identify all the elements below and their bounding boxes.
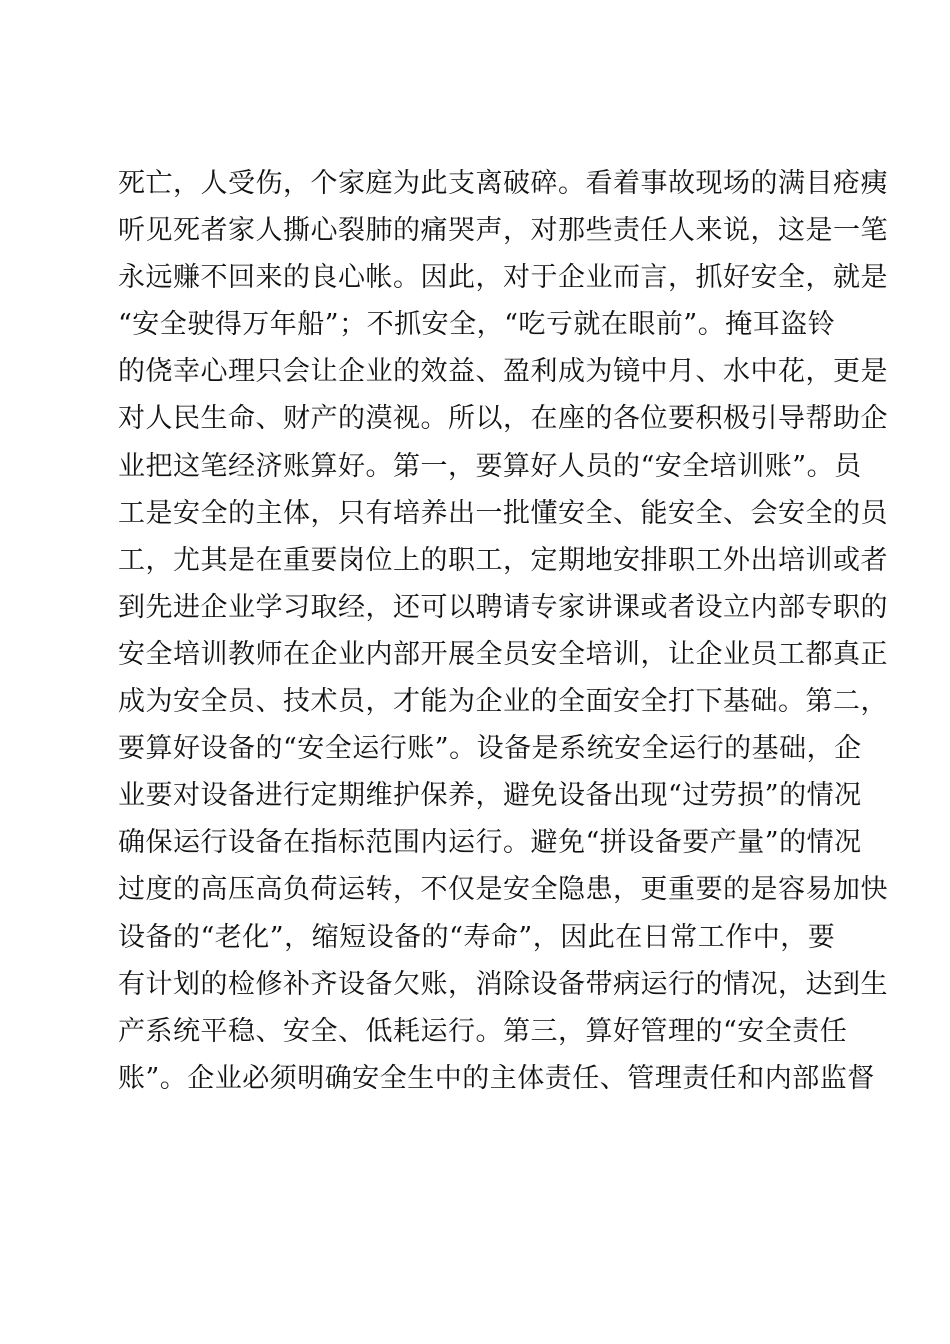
text-line: 产系统平稳、安全、低耗运行。第三，算好管理的“安全责任 (118, 1015, 848, 1047)
text-line: 的侥幸心理只会让企业的效益、盈利成为镜中月、水中花，更是 (118, 356, 888, 388)
text-line: 过度的高压高负荷运转，不仅是安全隐患，更重要的是容易加快 (118, 874, 888, 906)
text-line: 工是安全的主体，只有培养出一批懂安全、能安全、会安全的员 (118, 497, 888, 529)
text-line: 有计划的检修补齐设备欠账，消除设备带病运行的情况，达到生 (118, 968, 888, 1000)
text-line: 听见死者家人撕心裂肺的痛哭声，对那些责任人来说，这是一笔 (118, 215, 888, 247)
text-line: 业把这笔经济账算好。第一，要算好人员的“安全培训账”。员 (118, 450, 862, 482)
text-line: 确保运行设备在指标范围内运行。避免“拼设备要产量”的情况 (118, 827, 862, 859)
text-line: 永远赚不回来的良心帐。因此，对于企业而言，抓好安全，就是 (118, 262, 888, 294)
text-line: 成为安全员、技术员，才能为企业的全面安全打下基础。第二， (118, 686, 888, 718)
text-line: 死亡，人受伤，个家庭为此支离破碎。看着事故现场的满目疮痍 (118, 168, 888, 199)
text-line: 账”。企业必须明确安全生中的主体责任、管理责任和内部监督 (118, 1062, 875, 1094)
text-line: 设备的“老化”，缩短设备的“寿命”，因此在日常工作中，要 (118, 921, 836, 953)
text-line: 安全培训教师在企业内部开展全员安全培训，让企业员工都真正 (118, 638, 888, 670)
text-line: 到先进企业学习取经，还可以聘请专家讲课或者设立内部专职的 (118, 591, 888, 623)
text-line: 工，尤其是在重要岗位上的职工，定期地安排职工外出培训或者 (118, 544, 888, 576)
body-text (118, 160, 888, 1102)
text-line: 要算好设备的“安全运行账”。设备是系统安全运行的基础，企 (118, 733, 862, 765)
text-line: 业要对设备进行定期维护保养，避免设备出现“过劳损”的情况 (118, 780, 862, 812)
text-line: “安全驶得万年船”；不抓安全，“吃亏就在眼前”。掩耳盗铃 (118, 309, 836, 341)
text-line: 对人民生命、财产的漠视。所以，在座的各位要积极引导帮助企 (118, 403, 888, 435)
